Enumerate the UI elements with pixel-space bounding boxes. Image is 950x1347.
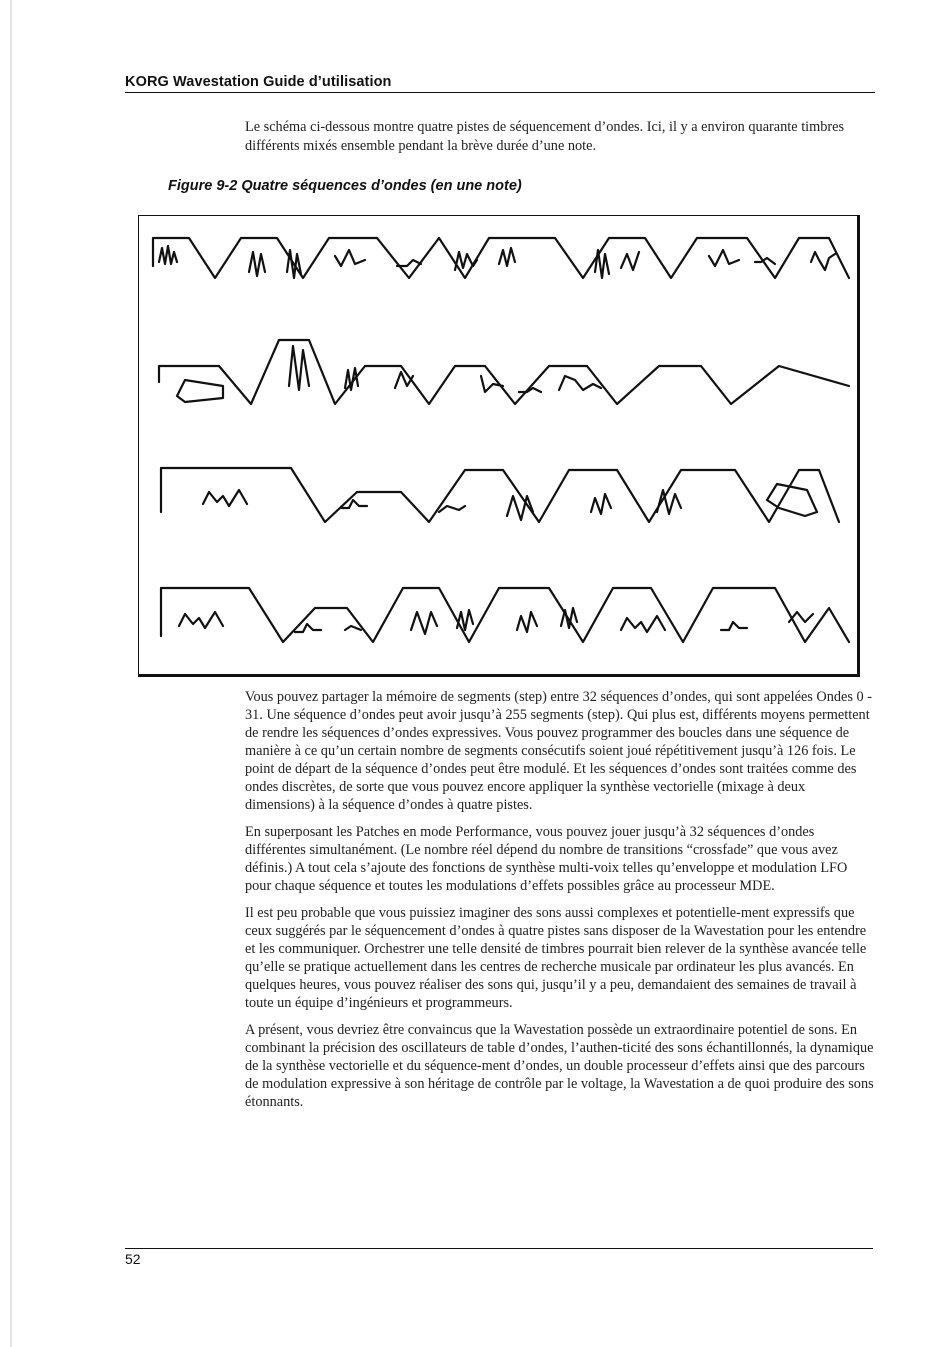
wave-sequence-diagram	[139, 216, 861, 678]
wave-track-4	[161, 588, 849, 642]
intro-paragraph: Le schéma ci-dessous montre quatre pistes de séquencement d’ondes. Ici, il y a environ quarante timbres différents mixés ensemble pendant la brève durée d’une note.	[245, 119, 845, 154]
paragraph-4: A présent, vous devriez être convaincus que la Wavestation possède un extraordinaire potentiel de sons. En combinant la précision des oscillateurs de table d’ondes, l’authen-ticité des sons échantillonnés, la dynamique de la synthèse vectorielle et du séquence-ment d’ondes, un double processeur d’effets ainsi que des parcours de modulation expressive à son héritage de contrôle par le voltage, la Wavestation a de quoi produire des sons étonnants.	[245, 1022, 874, 1110]
wave-track-2	[159, 340, 849, 404]
paragraph-1: Vous pouvez partager la mémoire de segments (step) entre 32 séquences d’ondes, qui sont appelées Ondes 0 - 31. Une séquence d’ondes peut avoir jusqu’à 255 segments (step). Qui plus est, différents moyens permettent de rendre les séquences d’ondes expressives. Vous pouvez programmer des boucles dans une séquence de manière à ce qu’un certain nombre de segments consécutifs soient joué répétitivement jusqu’à 126 fois. Le point de départ de la séquence d’ondes peut être modulé. Et les séquences d’ondes sont traitées comme des ondes discrètes, de sorte que vous pouvez encore appliquer la synthèse vectorielle (mixage à deux dimensions) à la séquence d’ondes à quatre pistes.	[245, 689, 873, 813]
paragraph-3: Il est peu probable que vous puissiez imaginer des sons aussi complexes et potentielle-ment expressifs que ceux suggérés par le séquencement d’ondes à quatre pistes sans disposer de la Wavestation pour les entendre et les communiquer. Orchestrer une telle densité de timbres pourrait bien relever de la synthèse avancée telle qu’elle se pratique actuellement dans les centres de recherche musicale par ordinateur les plus avancés. En quelques heures, vous pouvez réaliser des sons qui, jusqu’il y a peu, demandaient des semaines de travail à toute un équipe d’ingénieurs et programmeurs.	[245, 905, 867, 1011]
paragraph-2: En superposant les Patches en mode Performance, vous pouvez jouer jusqu’à 32 séquences d’ondes différentes simultanément. (Le nombre réel dépend du nombre de transitions “crossfade” que vous avez définis.) A tout cela s’ajoute des fonctions de synthèse multi-voix telles qu’enveloppe et modulation LFO pour chaque séquence et toutes les modulations d’effets possibles grâce au processeur MDE.	[245, 824, 848, 894]
body-text	[245, 688, 875, 1120]
header-title: KORG Wavestation Guide d’utilisation	[125, 74, 392, 90]
wave-track-1	[153, 238, 849, 278]
page-number: 52	[125, 1251, 141, 1267]
wave-track-3	[161, 468, 839, 522]
wave-sequence-figure	[138, 215, 860, 677]
page-edge-shadow	[10, 0, 12, 1347]
footer-rule	[125, 1248, 873, 1249]
figure-caption: Figure 9-2 Quatre séquences d’ondes (en une note)	[168, 178, 522, 194]
running-header	[125, 70, 875, 93]
